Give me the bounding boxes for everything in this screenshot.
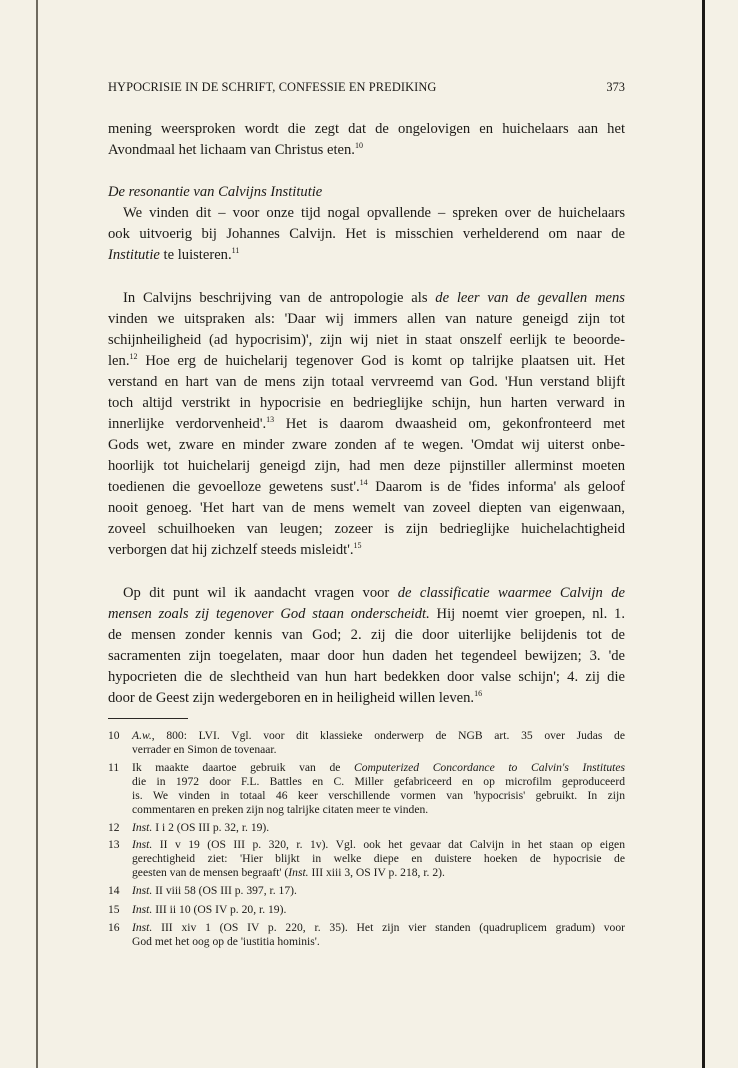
- footnote-line: Ik maakte daartoe gebruik van de Computerized Concordance to Calvin's Institutes: [132, 761, 625, 774]
- running-header: [108, 80, 625, 98]
- body-line: Avondmaal het lichaam van Christus eten.$^{10}$: [108, 141, 363, 158]
- body-line: Gods wet, zware en minder zware zonden af te wegen. 'Omdat wij uiterst onbe-: [108, 437, 625, 453]
- body-line: ook uitvoerig bij Johannes Calvijn. Het is misschien verhelderend om naar de: [108, 226, 625, 242]
- footnote-line: die in 1972 door F.L. Battles en C. Miller gefabriceerd en op microfilm geproduceerd: [132, 775, 625, 788]
- page-edge-right: [702, 0, 705, 1068]
- footnote-line: Inst. III ii 10 (OS IV p. 20, r. 19).: [132, 903, 287, 916]
- footnote-line: gerechtigheid ziet: 'Hier blijkt in welke diepe en duistere hoeken de hypocrisie de: [132, 852, 625, 865]
- body-line: schijnheiligheid (ad hypocrisim)', zijn wij niet in staat onszelf eerlijk te beoorde-: [108, 332, 625, 348]
- footnote-number: 16: [108, 921, 120, 934]
- body-line: len.$^{12}$ Hoe erg de huichelarij tegenover God is komt op talrijke plaatsen uit. Het: [108, 352, 625, 369]
- body-line: door de Geest zijn wedergeboren en in heiligheid willen leven.$^{16}$: [108, 689, 483, 706]
- footnote-number: 12: [108, 821, 120, 834]
- footnote-ref: 13: [266, 415, 275, 424]
- footnote-number: 11: [108, 761, 120, 774]
- body-line: zoveel schuilhoeken van leugen; zozeer is zijn bedrieglijke huichelachtigheid: [108, 521, 625, 537]
- body-line: sacramenten zijn toegelaten, maar door hun daden het tegendeel bewijzen; 3. 'de: [108, 648, 625, 664]
- footnote-number: 13: [108, 838, 120, 851]
- footnote-line: A.w., 800: LVI. Vgl. voor dit klassieke onderwerp de NGB art. 35 over Judas de: [132, 729, 625, 742]
- section-heading: De resonantie van Calvijns Institutie: [108, 184, 323, 200]
- footnote-line: Inst. II viii 58 (OS III p. 397, r. 17).: [132, 884, 297, 897]
- running-head-title: HYPOCRISIE IN DE SCHRIFT, CONFESSIE EN PREDIKING: [108, 80, 437, 94]
- body-line: In Calvijns beschrijving van de antropologie als de leer van de gevallen mens: [123, 290, 625, 306]
- body-line: vinden we uitspraken als: 'Daar wij immers allen van nature geneigd zijn tot: [108, 311, 625, 327]
- footnote-line: Inst. III xiv 1 (OS IV p. 220, r. 35). Het zijn vier standen (quadruplicem gradum) voor: [132, 921, 625, 934]
- footnote-number: 10: [108, 729, 120, 742]
- footnote-line: is. We vinden in totaal 46 keer verschillende vormen van 'hypocrisis' gebruikt. In zijn: [132, 789, 625, 802]
- body-line: mening weersproken wordt die zegt dat de ongelovigen en huichelaars aan het: [108, 121, 625, 137]
- body-line: We vinden dit – voor onze tijd nogal opvallende – spreken over de huichelaars: [123, 205, 625, 221]
- body-line: hoorlijk tot huichelarij geneigd zijn, had men deze pijnstiller allerminst moeten: [108, 458, 625, 474]
- footnote-separator: [108, 718, 188, 719]
- body-line: hypocrieten die de slechtheid van hun hart bedekken door valse schijn'; 4. zij die: [108, 669, 625, 685]
- footnote-ref: 12: [129, 352, 138, 361]
- page-edge-left: [36, 0, 38, 1068]
- footnote-line: geesten van de mensen begraaft' (Inst. III xiii 3, OS IV p. 218, r. 2).: [132, 866, 445, 879]
- footnote-ref: 15: [353, 541, 362, 550]
- footnote-line: God met het oog op de 'iustitia hominis'.: [132, 935, 320, 948]
- footnote-line: Inst. II v 19 (OS III p. 320, r. 1v). Vgl. ook het gevaar dat Calvijn in het staan op eigen: [132, 838, 625, 851]
- body-line: de mensen zonder kennis van God; 2. zij die door uiterlijke belijdenis tot de: [108, 627, 625, 643]
- body-line: Institutie te luisteren.$^{11}$: [108, 246, 240, 263]
- page-number: 373: [606, 80, 625, 94]
- body-line: toch altijd verstrikt in hypocrisie en bedrieglijke schijn, hun harten verward in: [108, 395, 625, 411]
- body-line: nooit genoeg. 'Het hart van de mens wemelt van zoveel diepten van eigenwaan,: [108, 500, 625, 516]
- footnote-ref: 14: [359, 478, 368, 487]
- footnote-ref: 11: [231, 246, 240, 255]
- body-line: toedienen die gevoelloze gewetens sust'.$^{14}$ Daarom is de 'fides informa' als geloof: [108, 478, 625, 495]
- footnote-ref: 16: [474, 689, 483, 698]
- footnote-ref: 10: [354, 141, 363, 150]
- footnote-number: 14: [108, 884, 120, 897]
- footnote-line: verrader en Simon de tovenaar.: [132, 743, 277, 756]
- body-line: verstand en hart van de mens zijn totaal vervreemd van God. 'Hun verstand blijft: [108, 374, 625, 390]
- footnote-number: 15: [108, 903, 120, 916]
- body-line: Op dit punt wil ik aandacht vragen voor de classificatie waarmee Calvijn de: [123, 585, 626, 601]
- footnote-line: Inst. I i 2 (OS III p. 32, r. 19).: [132, 821, 270, 834]
- footnote-line: commentaren en preken zijn nog talrijke citaten meer te vinden.: [132, 803, 429, 816]
- body-line: verborgen dat hij zichzelf steeds misleidt'.$^{15}$: [108, 541, 362, 558]
- body-line: mensen zoals zij tegenover God staan onderscheidt. Hij noemt vier groepen, nl. 1.: [108, 606, 625, 622]
- body-line: innerlijke verdorvenheid'.$^{13}$ Het is daarom dwaasheid om, gekonfronteerd met: [108, 415, 625, 432]
